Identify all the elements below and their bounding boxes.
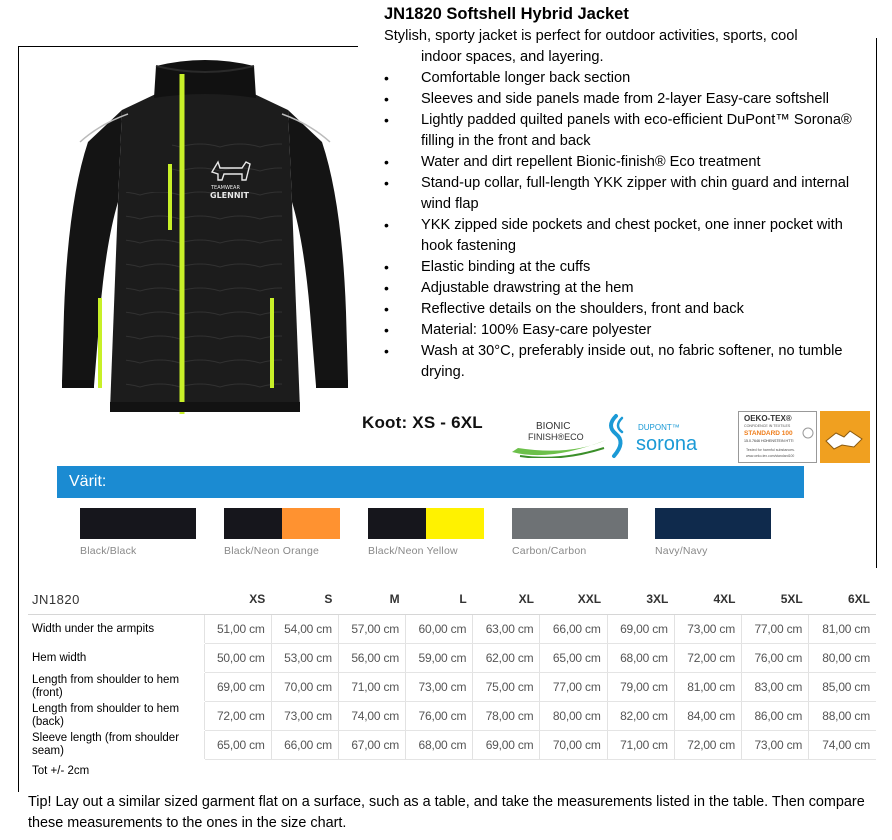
size-header: M (338, 584, 405, 615)
measurement-value: 66,00 cm (540, 615, 607, 644)
feature-list (384, 68, 854, 383)
colors-header: Värit: (57, 466, 804, 498)
feature-item: • Adjustable drawstring at the hem (384, 278, 854, 299)
feature-item: • Material: 100% Easy-care polyester (384, 320, 854, 341)
measurement-value: 81,00 cm (809, 615, 876, 644)
measurement-value: 77,00 cm (540, 673, 607, 702)
jacket-image (60, 52, 350, 430)
feature-item: • Sleeves and side panels made from 2-layer Easy-care softshell (384, 89, 854, 110)
measurement-value: 57,00 cm (338, 615, 405, 644)
frame-right-line (876, 38, 877, 568)
size-header: L (406, 584, 473, 615)
sorona-text: sorona (636, 433, 698, 455)
measurement-value: 62,00 cm (473, 644, 540, 673)
table-row (28, 644, 876, 673)
measurement-value: 74,00 cm (809, 731, 876, 760)
measurement-value: 59,00 cm (406, 644, 473, 673)
measurement-value: 56,00 cm (338, 644, 405, 673)
frame-left-line (18, 46, 19, 792)
measurement-value: 77,00 cm (742, 615, 809, 644)
product-intro (384, 26, 854, 68)
measurement-value: 63,00 cm (473, 615, 540, 644)
oeko-standard: STANDARD 100 (744, 430, 793, 437)
color-swatch-carbon-carbon[interactable] (512, 508, 628, 539)
measurement-value: 70,00 cm (271, 673, 338, 702)
color-swatch-black-neon-yellow[interactable] (368, 508, 484, 539)
oeko-sub1: CONFIDENCE IN TEXTILES (744, 424, 791, 428)
color-label: Carbon/Carbon (512, 545, 587, 557)
measurement-value: 78,00 cm (473, 702, 540, 731)
oeko-title: OEKO-TEX® (744, 414, 792, 423)
measurement-value: 60,00 cm (406, 615, 473, 644)
measurement-label: Length from shoulder to hem (front) (28, 673, 204, 702)
feature-item: • Reflective details on the shoulders, front and back (384, 299, 854, 320)
size-header-row (28, 584, 876, 615)
measurement-value: 73,00 cm (406, 673, 473, 702)
measurement-value: 69,00 cm (204, 673, 271, 702)
feature-item: • Elastic binding at the cuffs (384, 257, 854, 278)
bionic-text: BIONIC (536, 421, 571, 432)
table-row (28, 673, 876, 702)
table-row (28, 615, 876, 644)
product-title: JN1820 Softshell Hybrid Jacket (384, 5, 629, 23)
oeko-sub2: 15.0.7646 HOHENSTEIN HTTI (744, 439, 794, 443)
measurement-value: 65,00 cm (204, 731, 271, 760)
measurement-value: 79,00 cm (607, 673, 674, 702)
size-header: XXL (540, 584, 607, 615)
measurement-value: 70,00 cm (540, 731, 607, 760)
feature-item: • YKK zipped side pockets and chest pocket, one inner pocket with hook fastening (384, 215, 854, 257)
measurement-value: 73,00 cm (674, 615, 741, 644)
size-header: S (271, 584, 338, 615)
measurement-value: 51,00 cm (204, 615, 271, 644)
measurement-value: 83,00 cm (742, 673, 809, 702)
size-header: XS (204, 584, 271, 615)
feature-item: • Comfortable longer back section (384, 68, 854, 89)
size-header: XL (473, 584, 540, 615)
dupont-text: DUPONT™ (638, 423, 680, 432)
measurement-value: 72,00 cm (674, 731, 741, 760)
measurement-value: 82,00 cm (607, 702, 674, 731)
measurement-value: 84,00 cm (674, 702, 741, 731)
size-chart-table (28, 584, 876, 760)
intro-line-2: indoor spaces, and layering. (421, 49, 604, 65)
color-label: Black/Neon Yellow (368, 545, 458, 557)
measurement-label: Width under the armpits (28, 615, 204, 644)
dupont-sorona-logo (606, 412, 726, 462)
measurement-value: 66,00 cm (271, 731, 338, 760)
product-info (384, 4, 854, 383)
measurement-value: 74,00 cm (338, 702, 405, 731)
measurement-value: 81,00 cm (674, 673, 741, 702)
measurement-value: 76,00 cm (406, 702, 473, 731)
oeko-sub4: www.oeko-tex.com/standard100 (746, 454, 795, 458)
jacket-collar (154, 60, 256, 98)
feature-item: • Water and dirt repellent Bionic-finish® Eco treatment (384, 152, 854, 173)
measurement-value: 71,00 cm (607, 731, 674, 760)
table-row (28, 702, 876, 731)
measurement-value: 88,00 cm (809, 702, 876, 731)
feature-item: • Lightly padded quilted panels with eco-efficient DuPont™ Sorona® filling in the front and back (384, 110, 854, 152)
size-range-label: Koot: XS - 6XL (362, 413, 483, 432)
frame-top-line (18, 46, 358, 47)
oeko-tex-logo (738, 411, 870, 463)
measurement-value: 72,00 cm (674, 644, 741, 673)
oeko-sub3: Tested for harmful substances. (746, 448, 795, 452)
measurement-value: 69,00 cm (473, 731, 540, 760)
color-label: Black/Neon Orange (224, 545, 320, 557)
measurement-value: 80,00 cm (540, 702, 607, 731)
measurement-label: Hem width (28, 644, 204, 673)
measurement-value: 80,00 cm (809, 644, 876, 673)
measurement-value: 76,00 cm (742, 644, 809, 673)
color-swatch-black-neon-orange[interactable] (224, 508, 340, 539)
measurement-value: 75,00 cm (473, 673, 540, 702)
color-label: Black/Black (80, 545, 137, 557)
color-swatch-black-black[interactable] (80, 508, 196, 539)
logo-text: GLENNIT (210, 191, 249, 200)
measurement-value: 73,00 cm (742, 731, 809, 760)
measurement-value: 68,00 cm (406, 731, 473, 760)
tolerance-note: Tot +/- 2cm (32, 765, 90, 777)
measurement-value: 54,00 cm (271, 615, 338, 644)
measurement-value: 85,00 cm (809, 673, 876, 702)
measurement-label: Length from shoulder to hem (back) (28, 702, 204, 731)
measurement-tip: Tip! Lay out a similar sized garment flat on a surface, such as a table, and take the measurements listed in the table. Then compare these measurements to the ones in the size chart. (28, 794, 865, 831)
size-header: 5XL (742, 584, 809, 615)
color-label: Navy/Navy (655, 545, 708, 557)
feature-item: • Stand-up collar, full-length YKK zipper with chin guard and internal wind flap (384, 173, 854, 215)
measurement-value: 50,00 cm (204, 644, 271, 673)
table-row (28, 731, 876, 760)
measurement-value: 71,00 cm (338, 673, 405, 702)
color-swatch-navy-navy[interactable] (655, 508, 771, 539)
measurement-value: 73,00 cm (271, 702, 338, 731)
finish-eco-text: FINISH®ECO (528, 432, 584, 442)
intro-line-1: Stylish, sporty jacket is perfect for outdoor activities, sports, cool (384, 28, 798, 44)
model-code: JN1820 (28, 584, 204, 615)
measurement-value: 69,00 cm (607, 615, 674, 644)
measurement-value: 53,00 cm (271, 644, 338, 673)
bionic-finish-eco-logo (510, 418, 608, 458)
measurement-value: 72,00 cm (204, 702, 271, 731)
logo-subtext: TEAMWEAR (211, 185, 240, 191)
feature-item: • Wash at 30°C, preferably inside out, no fabric softener, no tumble drying. (384, 341, 854, 383)
size-header: 3XL (607, 584, 674, 615)
measurement-label: Sleeve length (from shoulder seam) (28, 731, 204, 760)
size-header: 4XL (674, 584, 741, 615)
size-header: 6XL (809, 584, 876, 615)
measurement-value: 65,00 cm (540, 644, 607, 673)
measurement-value: 67,00 cm (338, 731, 405, 760)
measurement-value: 68,00 cm (607, 644, 674, 673)
measurement-value: 86,00 cm (742, 702, 809, 731)
